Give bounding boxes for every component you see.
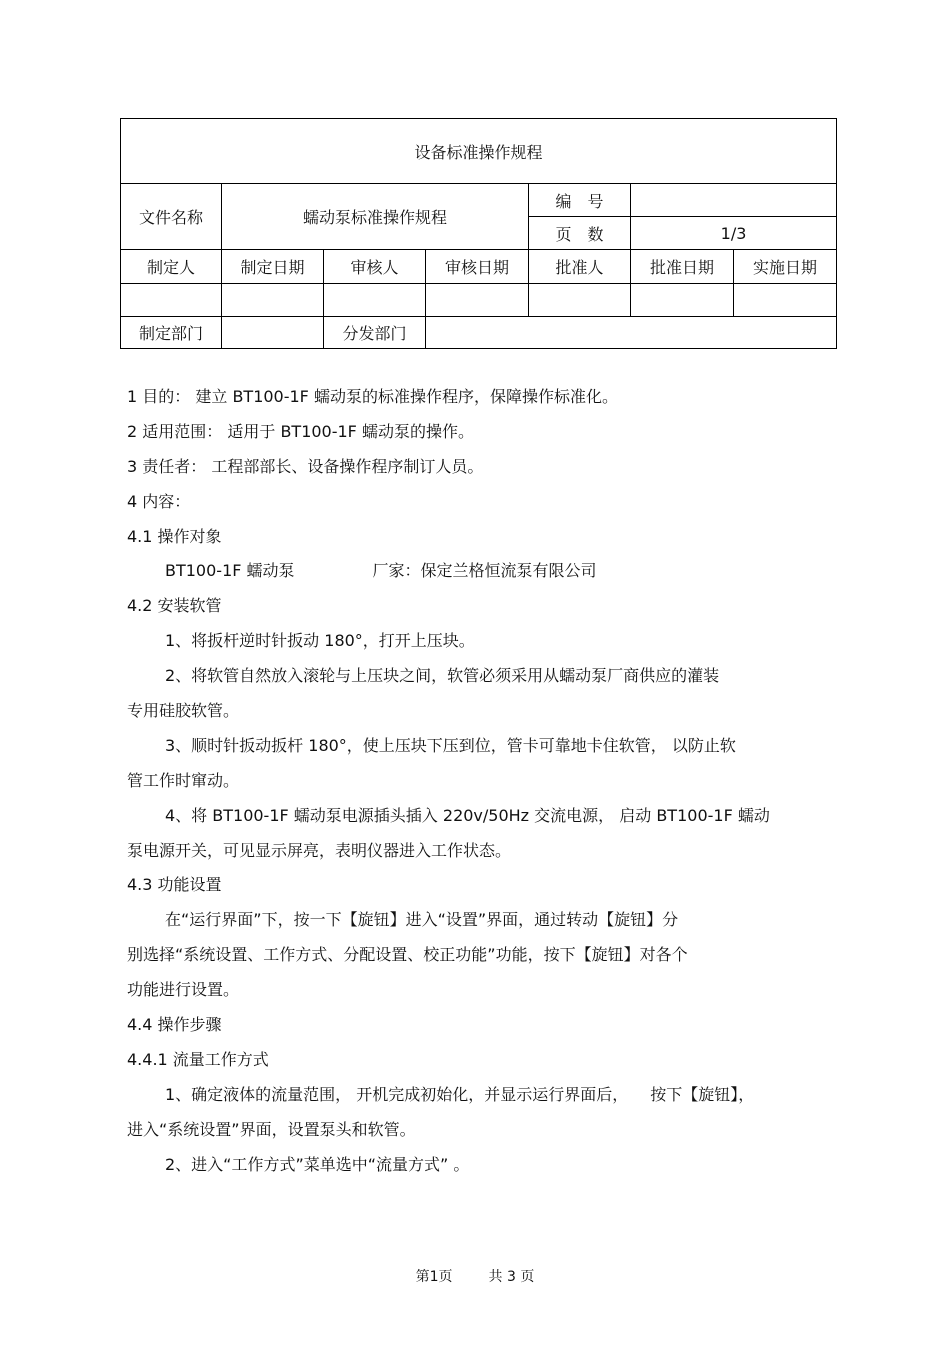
pages-label: 页 数 (529, 217, 631, 250)
empty-cell (631, 284, 734, 317)
empty-cell (734, 284, 837, 317)
dept-label: 制定部门 (121, 317, 222, 349)
page-number: 第1页 (415, 1269, 453, 1285)
page-total: 共 3 页 (488, 1269, 535, 1285)
paragraph: 3 责任者： 工程部部长、设备操作程序制订人员。 (127, 456, 484, 476)
paragraph: 专用硅胶软管。 (127, 701, 240, 721)
section-heading: 4.4 操作步骤 (127, 1015, 222, 1035)
paragraph: 2 适用范围： 适用于 BT100-1F 蠕动泵的操作。 (127, 421, 474, 441)
column-header: 制定人 (121, 250, 222, 284)
empty-cell (324, 284, 426, 317)
paragraph: 泵电源开关，可见显示屏亮，表明仪器进入工作状态。 (127, 840, 512, 860)
empty-cell (121, 284, 222, 317)
page-footer (0, 1266, 950, 1286)
column-header: 审核日期 (426, 250, 529, 284)
empty-cell (426, 284, 529, 317)
paragraph (127, 554, 827, 589)
paragraph: 2、将软管自然放入滚轮与上压块之间，软管必须采用从蠕动泵厂商供应的灌装 (165, 666, 720, 686)
section-heading: 4.1 操作对象 (127, 526, 222, 546)
device-name: BT100-1F 蠕动泵 (165, 561, 295, 581)
paragraph: 别选择“系统设置、工作方式、分配设置、校正功能”功能，按下【旋钮】对各个 (127, 945, 688, 965)
paragraph: 进入“系统设置”界面，设置泵头和软管。 (127, 1119, 416, 1139)
paragraph: 在“运行界面”下，按一下【旋钮】进入“设置”界面，通过转动【旋钮】分 (165, 910, 679, 930)
section-heading: 4.4.1 流量工作方式 (127, 1049, 269, 1069)
paragraph: 4、将 BT100-1F 蠕动泵电源插头插入 220v/50Hz 交流电源， 启动 BT100-1F 蠕动 (165, 805, 770, 825)
paragraph: 管工作时窜动。 (127, 770, 240, 790)
paragraph: 1、确定液体的流量范围， 开机完成初始化，并显示运行界面后， 按下【旋钮】， (165, 1084, 755, 1104)
paragraph: 1、将扳杆逆时针扳动 180°，打开上压块。 (165, 631, 475, 651)
column-header: 制定日期 (222, 250, 324, 284)
empty-cell (426, 317, 837, 349)
column-header: 实施日期 (734, 250, 837, 284)
paragraph: 功能进行设置。 (127, 980, 240, 1000)
paragraph: 3、顺时针扳动扳杆 180°，使上压块下压到位，管卡可靠地卡住软管， 以防止软 (165, 735, 736, 755)
manufacturer: 厂家：保定兰格恒流泵有限公司 (372, 561, 597, 581)
column-header: 批准人 (529, 250, 631, 284)
document-title: 设备标准操作规程 (121, 119, 837, 184)
dist-label: 分发部门 (324, 317, 426, 349)
empty-cell (222, 284, 324, 317)
pages-value: 1/3 (631, 217, 837, 250)
header-table (120, 118, 837, 349)
section-heading: 4.3 功能设置 (127, 875, 222, 895)
file-name-value: 蠕动泵标准操作规程 (222, 184, 529, 250)
column-header: 审核人 (324, 250, 426, 284)
paragraph: 1 目的： 建立 BT100-1F 蠕动泵的标准操作程序，保障操作标准化。 (127, 387, 618, 406)
section-heading: 4.2 安装软管 (127, 596, 222, 616)
empty-cell (529, 284, 631, 317)
column-header: 批准日期 (631, 250, 734, 284)
number-label: 编 号 (529, 184, 631, 217)
paragraph: 2、进入“工作方式”菜单选中“流量方式” 。 (165, 1154, 470, 1174)
empty-cell (222, 317, 324, 349)
number-value (631, 184, 837, 217)
paragraph: 4 内容： (127, 491, 191, 511)
file-name-label: 文件名称 (121, 184, 222, 250)
document-body (127, 380, 827, 1182)
